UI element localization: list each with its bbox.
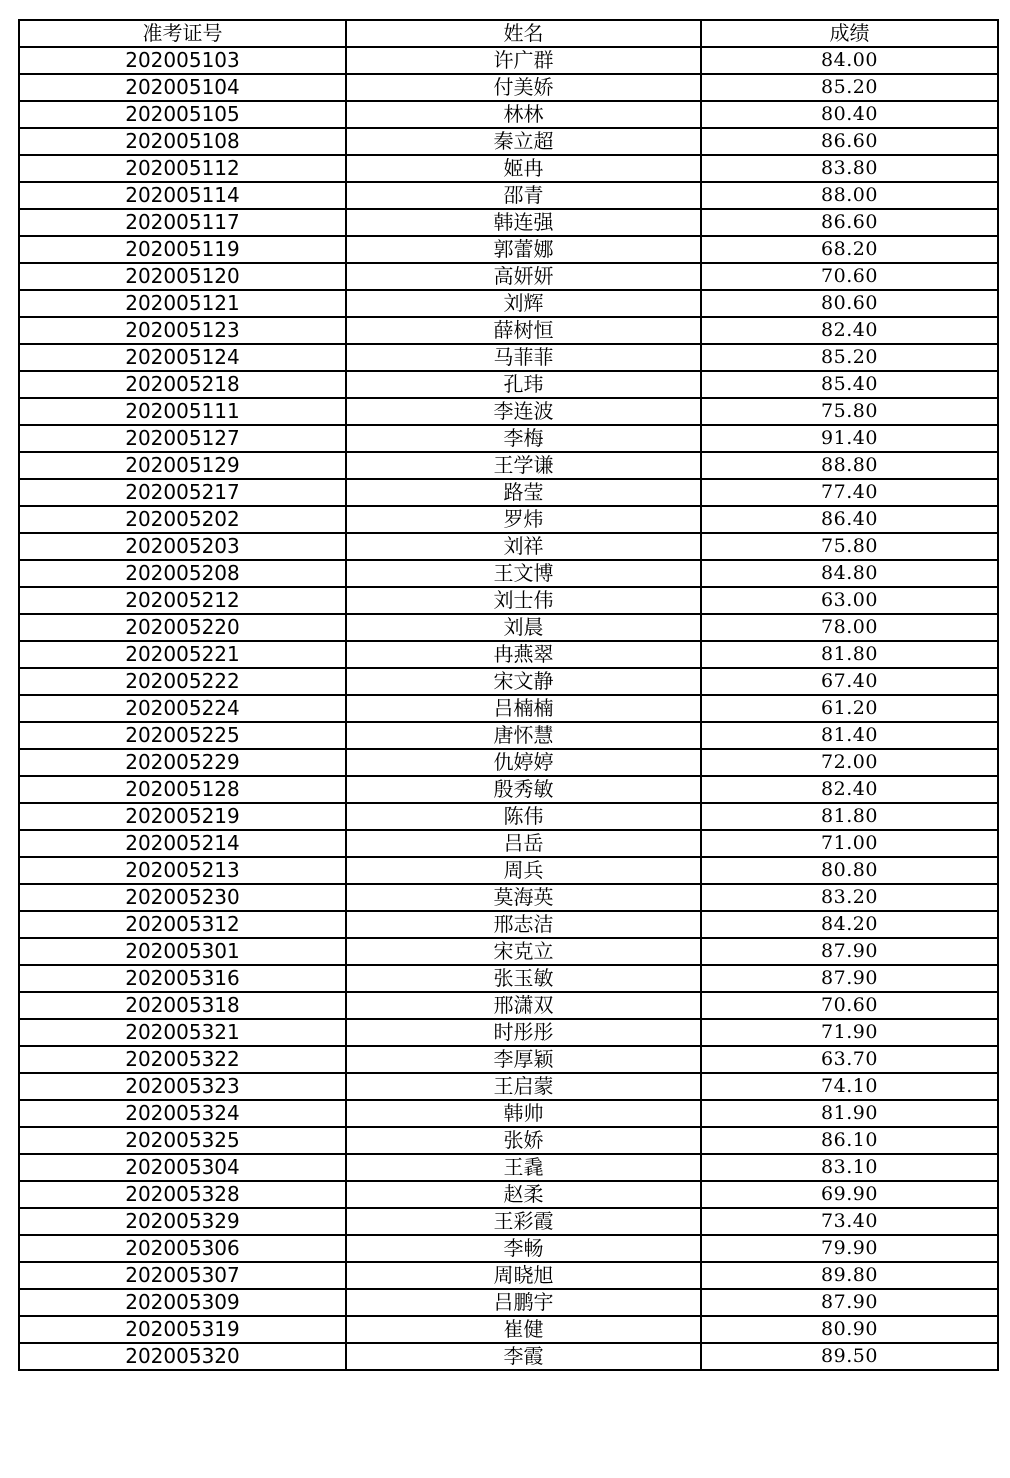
name-cell: 王学谦 (346, 452, 701, 479)
exam-id-cell: 202005124 (19, 344, 346, 371)
name-cell: 刘晨 (346, 614, 701, 641)
table-row (19, 722, 998, 749)
exam-id-cell: 202005117 (19, 209, 346, 236)
score-cell: 81.90 (701, 1100, 998, 1127)
exam-id-cell: 202005304 (19, 1154, 346, 1181)
name-cell: 宋文静 (346, 668, 701, 695)
score-cell: 79.90 (701, 1235, 998, 1262)
score-cell: 72.00 (701, 749, 998, 776)
table-row (19, 1316, 998, 1343)
table-row (19, 1073, 998, 1100)
header-exam-id: 准考证号 (19, 20, 346, 47)
score-cell: 70.60 (701, 263, 998, 290)
name-cell: 周兵 (346, 857, 701, 884)
name-cell: 陈伟 (346, 803, 701, 830)
name-cell: 李厚颖 (346, 1046, 701, 1073)
name-cell: 李霞 (346, 1343, 701, 1370)
table-row (19, 992, 998, 1019)
exam-id-cell: 202005203 (19, 533, 346, 560)
header-name: 姓名 (346, 20, 701, 47)
table-row (19, 1100, 998, 1127)
score-cell: 75.80 (701, 398, 998, 425)
table-row (19, 263, 998, 290)
name-cell: 张娇 (346, 1127, 701, 1154)
table-row (19, 155, 998, 182)
name-cell: 冉燕翠 (346, 641, 701, 668)
score-cell: 73.40 (701, 1208, 998, 1235)
exam-id-cell: 202005301 (19, 938, 346, 965)
table-row (19, 965, 998, 992)
table-row (19, 1019, 998, 1046)
name-cell: 孔玮 (346, 371, 701, 398)
table-row (19, 182, 998, 209)
table-row (19, 344, 998, 371)
score-cell: 77.40 (701, 479, 998, 506)
table-row (19, 425, 998, 452)
header-score: 成绩 (701, 20, 998, 47)
score-cell: 80.60 (701, 290, 998, 317)
exam-id-cell: 202005323 (19, 1073, 346, 1100)
exam-id-cell: 202005229 (19, 749, 346, 776)
table-row (19, 1046, 998, 1073)
score-cell: 68.20 (701, 236, 998, 263)
name-cell: 邵青 (346, 182, 701, 209)
score-cell: 84.20 (701, 911, 998, 938)
name-cell: 李连波 (346, 398, 701, 425)
name-cell: 刘辉 (346, 290, 701, 317)
name-cell: 王启蒙 (346, 1073, 701, 1100)
table-row (19, 209, 998, 236)
score-cell: 71.90 (701, 1019, 998, 1046)
table-row (19, 641, 998, 668)
name-cell: 路莹 (346, 479, 701, 506)
exam-id-cell: 202005329 (19, 1208, 346, 1235)
name-cell: 邢潇双 (346, 992, 701, 1019)
table-row (19, 506, 998, 533)
score-cell: 89.80 (701, 1262, 998, 1289)
exam-id-cell: 202005309 (19, 1289, 346, 1316)
exam-id-cell: 202005225 (19, 722, 346, 749)
name-cell: 吕岳 (346, 830, 701, 857)
table-row (19, 1154, 998, 1181)
table-row (19, 1343, 998, 1370)
exam-id-cell: 202005119 (19, 236, 346, 263)
exam-id-cell: 202005213 (19, 857, 346, 884)
exam-id-cell: 202005108 (19, 128, 346, 155)
score-cell: 80.90 (701, 1316, 998, 1343)
name-cell: 周晓旭 (346, 1262, 701, 1289)
exam-id-cell: 202005128 (19, 776, 346, 803)
score-cell: 81.40 (701, 722, 998, 749)
score-cell: 80.80 (701, 857, 998, 884)
table-header (19, 20, 998, 47)
name-cell: 唐怀慧 (346, 722, 701, 749)
exam-id-cell: 202005221 (19, 641, 346, 668)
table-row (19, 830, 998, 857)
exam-id-cell: 202005214 (19, 830, 346, 857)
table-row (19, 398, 998, 425)
table-row (19, 911, 998, 938)
exam-id-cell: 202005219 (19, 803, 346, 830)
exam-id-cell: 202005111 (19, 398, 346, 425)
table-row (19, 317, 998, 344)
table-row (19, 47, 998, 74)
score-cell: 71.00 (701, 830, 998, 857)
name-cell: 吕楠楠 (346, 695, 701, 722)
table-row (19, 1208, 998, 1235)
name-cell: 李梅 (346, 425, 701, 452)
name-cell: 仇婷婷 (346, 749, 701, 776)
score-cell: 86.60 (701, 209, 998, 236)
score-cell: 84.80 (701, 560, 998, 587)
name-cell: 郭蕾娜 (346, 236, 701, 263)
name-cell: 邢志洁 (346, 911, 701, 938)
exam-id-cell: 202005112 (19, 155, 346, 182)
exam-id-cell: 202005114 (19, 182, 346, 209)
table-row (19, 857, 998, 884)
table-row (19, 1262, 998, 1289)
exam-id-cell: 202005322 (19, 1046, 346, 1073)
name-cell: 许广群 (346, 47, 701, 74)
score-cell: 70.60 (701, 992, 998, 1019)
table-row (19, 1235, 998, 1262)
score-cell: 75.80 (701, 533, 998, 560)
score-cell: 82.40 (701, 776, 998, 803)
name-cell: 时彤彤 (346, 1019, 701, 1046)
exam-id-cell: 202005318 (19, 992, 346, 1019)
exam-id-cell: 202005306 (19, 1235, 346, 1262)
table-row (19, 74, 998, 101)
name-cell: 薛树恒 (346, 317, 701, 344)
exam-id-cell: 202005208 (19, 560, 346, 587)
score-cell: 84.00 (701, 47, 998, 74)
score-cell: 83.80 (701, 155, 998, 182)
table-row (19, 1127, 998, 1154)
score-cell: 61.20 (701, 695, 998, 722)
score-cell: 88.80 (701, 452, 998, 479)
exam-id-cell: 202005224 (19, 695, 346, 722)
score-cell: 87.90 (701, 965, 998, 992)
exam-id-cell: 202005105 (19, 101, 346, 128)
name-cell: 崔健 (346, 1316, 701, 1343)
table-row (19, 128, 998, 155)
table-row (19, 101, 998, 128)
table-row (19, 587, 998, 614)
exam-id-cell: 202005218 (19, 371, 346, 398)
table-row (19, 695, 998, 722)
table-row (19, 1289, 998, 1316)
name-cell: 王彩霞 (346, 1208, 701, 1235)
score-cell: 86.10 (701, 1127, 998, 1154)
name-cell: 赵柔 (346, 1181, 701, 1208)
table-row (19, 533, 998, 560)
score-cell: 74.10 (701, 1073, 998, 1100)
exam-id-cell: 202005222 (19, 668, 346, 695)
name-cell: 刘士伟 (346, 587, 701, 614)
table-row (19, 479, 998, 506)
table-body (19, 47, 998, 1370)
exam-id-cell: 202005217 (19, 479, 346, 506)
score-cell: 69.90 (701, 1181, 998, 1208)
exam-id-cell: 202005120 (19, 263, 346, 290)
score-cell: 83.10 (701, 1154, 998, 1181)
exam-id-cell: 202005123 (19, 317, 346, 344)
table-row (19, 614, 998, 641)
score-cell: 88.00 (701, 182, 998, 209)
header-row (19, 20, 998, 47)
score-cell: 85.20 (701, 74, 998, 101)
exam-id-cell: 202005129 (19, 452, 346, 479)
score-cell: 85.20 (701, 344, 998, 371)
exam-id-cell: 202005121 (19, 290, 346, 317)
table-row (19, 776, 998, 803)
name-cell: 李畅 (346, 1235, 701, 1262)
name-cell: 马菲菲 (346, 344, 701, 371)
score-cell: 81.80 (701, 803, 998, 830)
table-row (19, 560, 998, 587)
table-row (19, 884, 998, 911)
name-cell: 姬冉 (346, 155, 701, 182)
score-cell: 83.20 (701, 884, 998, 911)
score-cell: 85.40 (701, 371, 998, 398)
name-cell: 宋克立 (346, 938, 701, 965)
table-row (19, 236, 998, 263)
name-cell: 张玉敏 (346, 965, 701, 992)
name-cell: 韩帅 (346, 1100, 701, 1127)
score-cell: 63.00 (701, 587, 998, 614)
score-cell: 87.90 (701, 938, 998, 965)
score-cell: 80.40 (701, 101, 998, 128)
exam-id-cell: 202005230 (19, 884, 346, 911)
exam-id-cell: 202005202 (19, 506, 346, 533)
table-row (19, 371, 998, 398)
table-row (19, 803, 998, 830)
exam-id-cell: 202005324 (19, 1100, 346, 1127)
name-cell: 刘祥 (346, 533, 701, 560)
exam-id-cell: 202005320 (19, 1343, 346, 1370)
exam-id-cell: 202005316 (19, 965, 346, 992)
score-cell: 89.50 (701, 1343, 998, 1370)
exam-id-cell: 202005104 (19, 74, 346, 101)
name-cell: 莫海英 (346, 884, 701, 911)
name-cell: 罗炜 (346, 506, 701, 533)
exam-id-cell: 202005321 (19, 1019, 346, 1046)
table-row (19, 1181, 998, 1208)
score-cell: 81.80 (701, 641, 998, 668)
score-cell: 82.40 (701, 317, 998, 344)
exam-id-cell: 202005212 (19, 587, 346, 614)
exam-id-cell: 202005307 (19, 1262, 346, 1289)
exam-id-cell: 202005127 (19, 425, 346, 452)
name-cell: 吕鹏宇 (346, 1289, 701, 1316)
table-row (19, 290, 998, 317)
name-cell: 王文博 (346, 560, 701, 587)
table-row (19, 749, 998, 776)
score-cell: 87.90 (701, 1289, 998, 1316)
score-cell: 86.60 (701, 128, 998, 155)
name-cell: 韩连强 (346, 209, 701, 236)
name-cell: 殷秀敏 (346, 776, 701, 803)
name-cell: 林林 (346, 101, 701, 128)
exam-id-cell: 202005220 (19, 614, 346, 641)
exam-id-cell: 202005103 (19, 47, 346, 74)
score-table (18, 19, 999, 1371)
table-row (19, 938, 998, 965)
score-cell: 91.40 (701, 425, 998, 452)
name-cell: 王毳 (346, 1154, 701, 1181)
table-row (19, 452, 998, 479)
score-cell: 63.70 (701, 1046, 998, 1073)
score-cell: 78.00 (701, 614, 998, 641)
name-cell: 付美娇 (346, 74, 701, 101)
score-cell: 67.40 (701, 668, 998, 695)
table-row (19, 668, 998, 695)
exam-id-cell: 202005312 (19, 911, 346, 938)
score-cell: 86.40 (701, 506, 998, 533)
exam-id-cell: 202005325 (19, 1127, 346, 1154)
name-cell: 高妍妍 (346, 263, 701, 290)
exam-id-cell: 202005319 (19, 1316, 346, 1343)
exam-id-cell: 202005328 (19, 1181, 346, 1208)
name-cell: 秦立超 (346, 128, 701, 155)
